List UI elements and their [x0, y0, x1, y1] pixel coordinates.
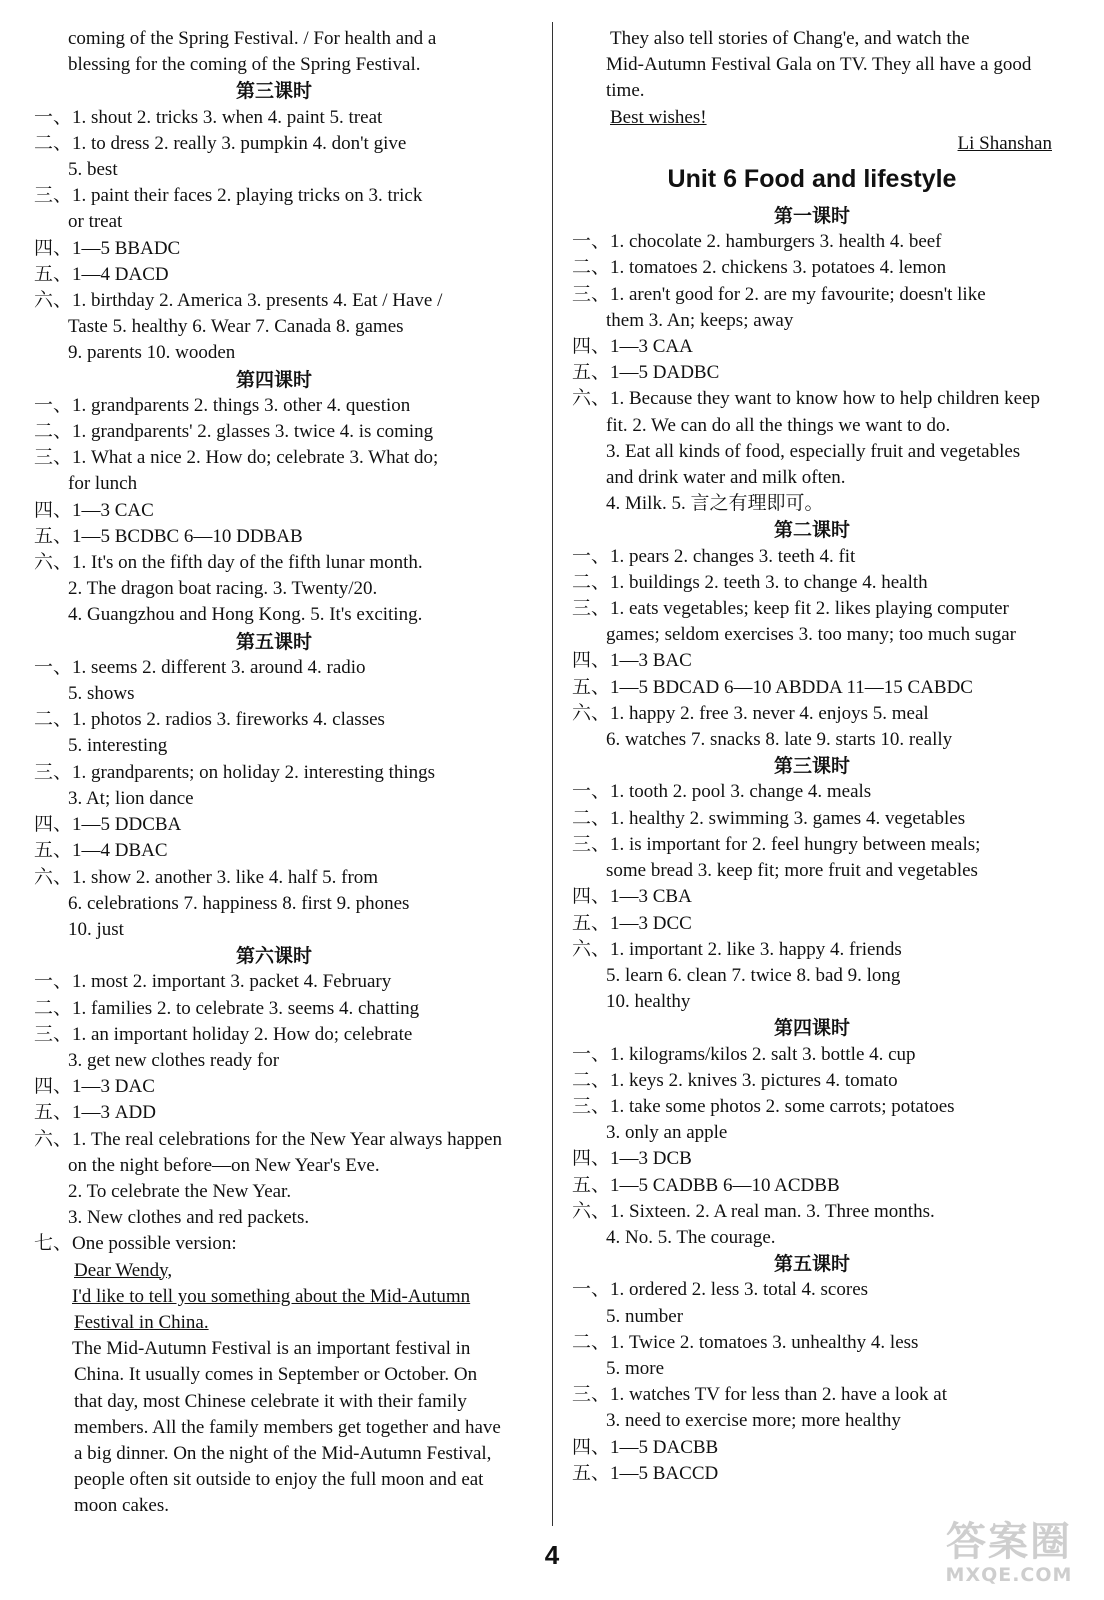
answer-line: a big dinner. On the night of the Mid-Autumn Festival, — [74, 1442, 492, 1464]
answer-line: 一、1. most 2. important 3. packet 4. February — [34, 971, 392, 993]
watermark-logo — [934, 1520, 1084, 1586]
answer-line: 三、1. an important holiday 2. How do; celebrate — [34, 1023, 413, 1045]
answer-line: 六、1. It's on the fifth day of the fifth lunar month. — [34, 552, 423, 574]
answer-line: 3. New clothes and red packets. — [68, 1207, 310, 1229]
answer-line: Taste 5. healthy 6. Wear 7. Canada 8. games — [68, 316, 404, 338]
answer-line: 5. interesting — [68, 735, 168, 757]
answer-line: 3. only an apple — [606, 1122, 728, 1144]
answer-line: moon cakes. — [74, 1495, 169, 1517]
answer-line: 三、1. paint their faces 2. playing tricks on 3. trick — [34, 185, 423, 207]
answer-line: 五、1—5 BACCD — [572, 1462, 719, 1484]
answer-line: and drink water and milk often. — [606, 467, 846, 489]
answer-line: 三、1. is important for 2. feel hungry between meals; — [572, 833, 981, 855]
answer-line: 四、1—3 DCB — [572, 1148, 692, 1170]
answer-line: 5. best — [68, 159, 118, 181]
answer-line: 六、1. Sixteen. 2. A real man. 3. Three months. — [572, 1200, 935, 1222]
answer-line: some bread 3. keep fit; more fruit and vegetables — [606, 860, 978, 882]
answer-line: 六、1. show 2. another 3. like 4. half 5. from — [34, 866, 379, 888]
answer-line: 一、1. chocolate 2. hamburgers 3. health 4. beef — [572, 231, 942, 253]
answer-line: 一、1. kilograms/kilos 2. salt 3. bottle 4. cup — [572, 1043, 916, 1065]
answer-line: 三、1. aren't good for 2. are my favourite; doesn't like — [572, 283, 986, 305]
answer-line: 6. celebrations 7. happiness 8. first 9. phones — [68, 892, 410, 914]
answer-line: 三、1. take some photos 2. some carrots; potatoes — [572, 1095, 955, 1117]
answer-line: 三、1. watches TV for less than 2. have a look at — [572, 1384, 947, 1406]
answer-line: 四、1—3 BAC — [572, 650, 692, 672]
answer-line: 二、1. keys 2. knives 3. pictures 4. tomato — [572, 1069, 898, 1091]
section-heading: 第五课时 — [773, 1253, 850, 1276]
answer-line: Dear Wendy, — [74, 1259, 173, 1281]
answer-line: 二、1. tomatoes 2. chickens 3. potatoes 4. lemon — [572, 257, 947, 279]
answer-line: 四、1—3 CAA — [572, 336, 693, 358]
answer-line: 9. parents 10. wooden — [68, 342, 236, 364]
answer-line: 5. number — [606, 1305, 684, 1327]
column-divider — [552, 22, 553, 1526]
answer-line: for lunch — [68, 473, 138, 495]
answer-line: 5. learn 6. clean 7. twice 8. bad 9. long — [606, 964, 901, 986]
answer-line: 4. Milk. 5. 言之有理即可。 — [606, 493, 824, 515]
section-heading: 第四课时 — [235, 368, 312, 391]
answer-line: China. It usually comes in September or October. On — [74, 1364, 478, 1386]
answer-line: 四、1—3 CBA — [572, 886, 692, 908]
answer-line: The Mid-Autumn Festival is an important festival in — [72, 1338, 471, 1360]
answer-line: 五、1—5 BDCAD 6—10 ABDDA 11—15 CABDC — [572, 676, 973, 698]
answer-line: 五、1—3 ADD — [34, 1102, 156, 1124]
answer-line: 一、1. tooth 2. pool 3. change 4. meals — [572, 781, 872, 803]
answer-line: 四、1—5 DDCBA — [34, 814, 182, 836]
answer-line: 二、1. Twice 2. tomatoes 3. unhealthy 4. less — [572, 1331, 919, 1353]
section-heading: 第五课时 — [235, 630, 312, 653]
answer-line: 五、1—4 DACD — [34, 263, 169, 285]
answer-line: 二、1. photos 2. radios 3. fireworks 4. classes — [34, 709, 385, 731]
answer-line: 四、1—5 DACBB — [572, 1436, 719, 1458]
answer-line: 三、1. eats vegetables; keep fit 2. likes playing computer — [572, 598, 1009, 620]
answer-line: They also tell stories of Chang'e, and watch the — [610, 28, 970, 49]
answer-line: 二、1. to dress 2. really 3. pumpkin 4. don't give — [34, 132, 407, 154]
answer-line: 六、1. happy 2. free 3. never 4. enjoys 5. meal — [572, 702, 929, 724]
answer-line: 2. To celebrate the New Year. — [68, 1180, 292, 1202]
answer-line: 一、1. grandparents 2. things 3. other 4. question — [34, 394, 411, 416]
answer-line: 一、1. seems 2. different 3. around 4. radio — [34, 656, 366, 678]
answer-line: 五、1—5 DADBC — [572, 362, 720, 384]
answer-line: on the night before—on New Year's Eve. — [68, 1154, 380, 1176]
answer-line: them 3. An; keeps; away — [606, 309, 794, 331]
answer-line: 六、1. important 2. like 3. happy 4. friends — [572, 938, 902, 960]
watermark-text: 答案圈 — [946, 1519, 1072, 1565]
answer-line: Li Shanshan — [957, 132, 1052, 154]
answer-line: games; seldom exercises 3. too many; too much sugar — [606, 624, 1016, 646]
answer-line: Mid-Autumn Festival Gala on TV. They all have a good — [606, 54, 1032, 76]
answer-line: 五、1—3 DCC — [572, 912, 692, 934]
answer-line: time. — [606, 80, 645, 102]
answer-line: 二、1. grandparents' 2. glasses 3. twice 4. is coming — [34, 421, 434, 443]
answer-line: 10. just — [68, 918, 124, 940]
answer-line: 5. shows — [68, 683, 135, 705]
answer-line: 6. watches 7. snacks 8. late 9. starts 10. really — [606, 729, 953, 751]
unit-title: Unit 6 Food and lifestyle — [667, 165, 957, 194]
answer-line: 三、1. grandparents; on holiday 2. interesting things — [34, 761, 436, 783]
section-heading: 第一课时 — [773, 205, 850, 228]
answer-line: people often sit outside to enjoy the full moon and eat — [74, 1469, 484, 1491]
page-number: 4 — [544, 1540, 560, 1570]
answer-line: coming of the Spring Festival. / For health and a — [68, 28, 437, 49]
answer-line: 五、1—5 BCDBC 6—10 DDBAB — [34, 525, 303, 547]
answer-line: 2. The dragon boat racing. 3. Twenty/20. — [68, 578, 378, 600]
watermark-url: MXQE.COM — [945, 1564, 1073, 1586]
answer-line: 七、One possible version: — [34, 1233, 237, 1255]
answer-line: 二、1. healthy 2. swimming 3. games 4. vegetables — [572, 807, 966, 829]
answer-line: 五、1—4 DBAC — [34, 840, 168, 862]
section-heading: 第三课时 — [235, 80, 312, 103]
answer-line: 4. Guangzhou and Hong Kong. 5. It's exciting. — [68, 604, 423, 626]
left-column — [34, 26, 514, 1520]
answer-line: 3. get new clothes ready for — [68, 1049, 280, 1071]
answer-line: 四、1—3 DAC — [34, 1076, 155, 1098]
answer-line: 10. healthy — [606, 991, 691, 1013]
answer-line: 六、1. Because they want to know how to help children keep — [572, 388, 1041, 410]
answer-line: 一、1. shout 2. tricks 3. when 4. paint 5. treat — [34, 106, 383, 128]
section-heading: 第六课时 — [235, 945, 312, 968]
answer-line: 四、1—5 BBADC — [34, 237, 181, 259]
answer-line: or treat — [68, 211, 123, 233]
answer-line: 三、1. What a nice 2. How do; celebrate 3. What do; — [34, 447, 439, 469]
answer-line: Best wishes! — [610, 106, 707, 128]
answer-line: 一、1. ordered 2. less 3. total 4. scores — [572, 1279, 869, 1301]
answer-line: Festival in China. — [74, 1311, 209, 1333]
answer-line: 3. At; lion dance — [68, 787, 194, 809]
answer-line: members. All the family members get together and have — [74, 1416, 501, 1438]
answer-line: 六、1. The real celebrations for the New Year always happen — [34, 1128, 502, 1150]
answer-line: 四、1—3 CAC — [34, 499, 154, 521]
answer-line: fit. 2. We can do all the things we want to do. — [606, 414, 951, 436]
answer-line: 二、1. families 2. to celebrate 3. seems 4. chatting — [34, 997, 420, 1019]
answer-line: 六、1. birthday 2. America 3. presents 4. Eat / Have / — [34, 290, 443, 312]
answer-line: 4. No. 5. The courage. — [606, 1226, 776, 1248]
section-heading: 第四课时 — [773, 1017, 850, 1040]
answer-line: that day, most Chinese celebrate it with their family — [74, 1390, 467, 1412]
answer-line: 5. more — [606, 1357, 665, 1379]
answer-line: 3. need to exercise more; more healthy — [606, 1410, 901, 1432]
answer-line: I'd like to tell you something about the Mid-Autumn — [72, 1285, 471, 1307]
right-column — [572, 26, 1052, 1487]
answer-line: 一、1. pears 2. changes 3. teeth 4. fit — [572, 545, 856, 567]
section-heading: 第二课时 — [773, 519, 850, 542]
answer-line: blessing for the coming of the Spring Festival. — [68, 54, 421, 76]
answer-line: 3. Eat all kinds of food, especially fruit and vegetables — [606, 440, 1021, 462]
section-heading: 第三课时 — [773, 755, 850, 778]
answer-line: 五、1—5 CADBB 6—10 ACDBB — [572, 1174, 840, 1196]
answer-line: 二、1. buildings 2. teeth 3. to change 4. health — [572, 571, 928, 593]
